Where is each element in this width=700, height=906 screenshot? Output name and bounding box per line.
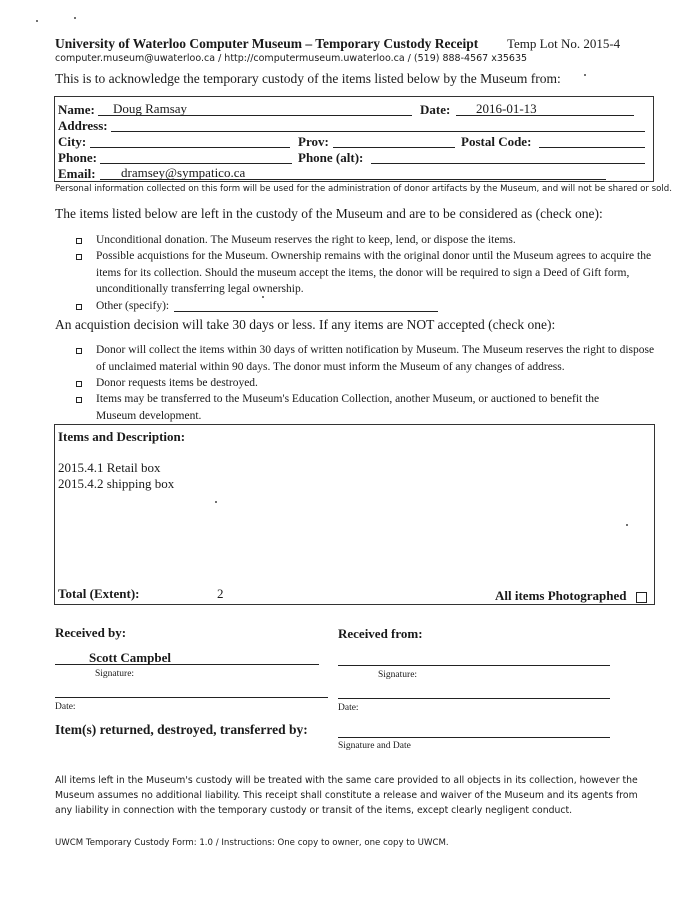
date-caption: Date: — [338, 703, 359, 713]
items-box — [54, 424, 655, 605]
postal-code-field-line[interactable] — [539, 147, 645, 148]
scan-speck — [36, 20, 38, 22]
signature-and-date-caption: Signature and Date — [338, 741, 411, 751]
city-label: City: — [58, 134, 87, 149]
name-value: Doug Ramsay — [113, 101, 188, 116]
acquisition-intro: An acquistion decision will take 30 days or less. If any items are NOT accepted (check one): — [55, 317, 556, 332]
checkbox-other[interactable] — [76, 304, 82, 310]
scan-speck — [584, 74, 586, 76]
other-specify-line[interactable] — [174, 311, 438, 312]
received-from-signature-line[interactable] — [338, 665, 610, 666]
disclaimer: All items left in the Museum's custody will be treated with the same care provided to all objects in its collection, however the Museum assumes no additional liability. This receipt shall constitute a release and waiver of the Museum and its agents from any liability in connection with the temporary custody or transit of the items, except clearly negligent conduct. — [55, 775, 638, 816]
option-possible-acquisition: Possible acquistions for the Museum. Ownership remains with the original donor until the Museum agrees to acquire the items for its collection. Should the museum accept the items, the donor will be required to sign a Deed of Gift form, unconditionally transferring legal ownership. — [96, 250, 652, 295]
intro-text: This is to acknowledge the temporary custody of the items listed below by the Museum from: — [55, 71, 561, 86]
photographed-label: All items Photographed — [495, 588, 627, 603]
received-from-label: Received from: — [338, 626, 423, 641]
checkbox-transfer[interactable] — [76, 397, 82, 403]
postal-code-label: Postal Code: — [461, 134, 532, 149]
privacy-note: Personal information collected on this form will be used for the administration of donor artifacts by the Museum, and will not be shared or sold. — [55, 184, 672, 194]
date-label: Date: — [420, 102, 451, 117]
checkbox-possible-acquisition[interactable] — [76, 254, 82, 260]
checkbox-destroy[interactable] — [76, 381, 82, 387]
email-label: Email: — [58, 166, 96, 181]
phone-label: Phone: — [58, 150, 97, 165]
received-from-date-line[interactable] — [338, 698, 610, 699]
option-transfer: Items may be transferred to the Museum's Education Collection, another Museum, or auctioned to benefit the Museum development. — [96, 393, 600, 422]
option-unconditional-donation: Unconditional donation. The Museum reserves the right to keep, lend, or dispose the items. — [96, 234, 516, 246]
item-entry: 2015.4.1 Retail box — [58, 460, 161, 475]
contact-line: computer.museum@uwaterloo.ca / http://computermuseum.uwaterloo.ca / (519) 888-4567 x35635 — [55, 53, 528, 64]
photographed-checkbox[interactable] — [636, 592, 647, 603]
total-value: 2 — [217, 586, 224, 601]
form-title: University of Waterloo Computer Museum – Temporary Custody Receipt — [55, 36, 479, 51]
name-label: Name: — [58, 102, 95, 117]
option-donor-collect: Donor will collect the items within 30 days of written notification by Museum. The Museum reserves the right to dispose of unclaimed material within 90 days. The donor must inform the Museum of any changes of address. — [96, 344, 655, 373]
custody-intro: The items listed below are left in the custody of the Museum and are to be considered as (check one): — [55, 206, 603, 221]
address-label: Address: — [58, 118, 108, 133]
returned-by-signature-line[interactable] — [338, 737, 610, 738]
received-by-date-line[interactable] — [55, 697, 328, 698]
checkbox-donor-collect[interactable] — [76, 348, 82, 354]
total-label: Total (Extent): — [58, 586, 140, 601]
items-header: Items and Description: — [58, 429, 186, 444]
checkbox-unconditional-donation[interactable] — [76, 238, 82, 244]
signature-caption: Signature: — [95, 669, 135, 679]
scan-speck — [74, 17, 76, 19]
date-value: 2016-01-13 — [476, 101, 537, 116]
city-field-line[interactable] — [90, 147, 290, 148]
prov-field-line[interactable] — [333, 147, 455, 148]
email-value: dramsey@sympatico.ca — [121, 165, 246, 180]
received-by-label: Received by: — [55, 625, 127, 640]
phone-alt-label: Phone (alt): — [298, 150, 364, 165]
signature-caption: Signature: — [378, 670, 418, 680]
prov-label: Prov: — [298, 134, 329, 149]
option-other-label: Other (specify): — [96, 300, 170, 312]
item-entry: 2015.4.2 shipping box — [58, 476, 175, 491]
option-destroy: Donor requests items be destroyed. — [96, 377, 258, 389]
phone-field-line[interactable] — [100, 163, 292, 164]
received-by-name: Scott Campbel — [89, 650, 171, 665]
returned-by-label: Item(s) returned, destroyed, transferred by: — [55, 722, 308, 737]
address-field-line[interactable] — [111, 131, 645, 132]
form-footer: UWCM Temporary Custody Form: 1.0 / Instructions: One copy to owner, one copy to UWCM. — [55, 838, 449, 848]
lot-number: Temp Lot No. 2015-4 — [507, 36, 621, 51]
phone-alt-field-line[interactable] — [371, 163, 645, 164]
date-caption: Date: — [55, 702, 76, 712]
